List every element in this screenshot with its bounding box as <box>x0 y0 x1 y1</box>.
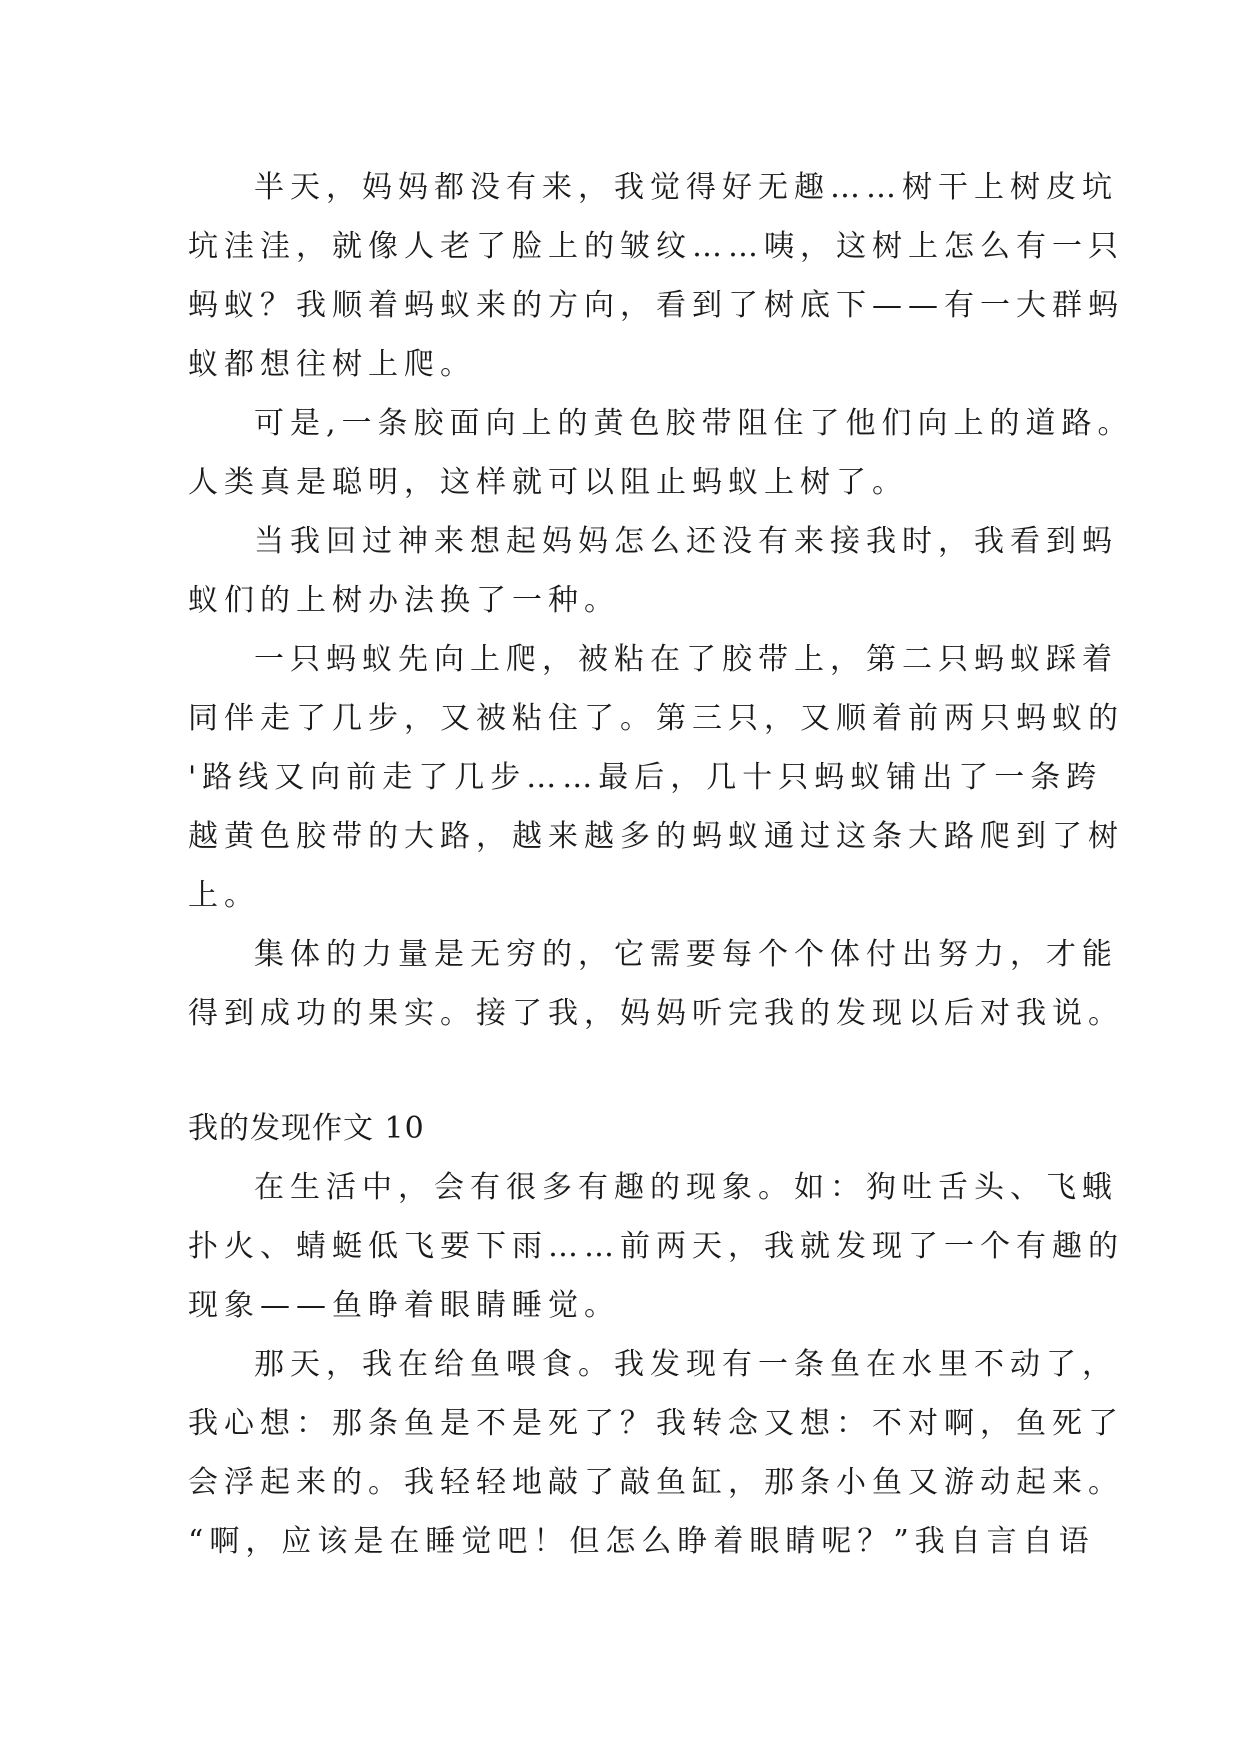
paragraph-7-line-2: 我心想：那条鱼是不是死了？我转念又想：不对啊，鱼死了 <box>188 1406 1124 1441</box>
essay-body <box>188 158 1134 1571</box>
paragraph-4-line-2: 同伴走了几步，又被粘住了。第三只，又顺着前两只蚂蚁的 <box>188 701 1124 736</box>
paragraph-1-line-3: 蚂蚁？我顺着蚂蚁来的方向，看到了树底下——有一大群蚂 <box>188 288 1124 323</box>
paragraph-4-line-1: 一只蚂蚁先向上爬，被粘在了胶带上，第二只蚂蚁踩着 <box>254 642 1118 677</box>
paragraph-2-line-2: 人类真是聪明，这样就可以阻止蚂蚁上树了。 <box>188 465 908 500</box>
paragraph-7-line-4: “啊，应该是在睡觉吧！但怎么睁着眼睛呢？”我自言自语 <box>188 1524 1095 1559</box>
paragraph-3-line-2: 蚁们的上树办法换了一种。 <box>188 583 620 618</box>
paragraph-4-line-4: 越黄色胶带的大路，越来越多的蚂蚁通过这条大路爬到了树 <box>188 819 1124 854</box>
section-gap <box>188 1043 1068 1099</box>
paragraph-1-line-4: 蚁都想往树上爬。 <box>188 347 476 382</box>
paragraph-4-line-3: '路线又向前走了几步……最后，几十只蚂蚁铺出了一条跨 <box>188 760 1103 795</box>
paragraph-6-line-1: 在生活中，会有很多有趣的现象。如：狗吐舌头、飞蛾 <box>254 1170 1118 1205</box>
paragraph-7-line-3: 会浮起来的。我轻轻地敲了敲鱼缸，那条小鱼又游动起来。 <box>188 1465 1124 1500</box>
paragraph-6-line-3: 现象——鱼睁着眼睛睡觉。 <box>188 1288 620 1323</box>
paragraph-5-line-1: 集体的力量是无穷的，它需要每个个体付出努力，才能 <box>254 937 1118 972</box>
paragraph-1-line-1: 半天，妈妈都没有来，我觉得好无趣……树干上树皮坑 <box>254 170 1118 205</box>
paragraph-1-line-2: 坑洼洼，就像人老了脸上的皱纹……咦，这树上怎么有一只 <box>188 229 1124 264</box>
section-heading: 我的发现作文 10 <box>188 1111 425 1146</box>
paragraph-4-line-5: 上。 <box>188 878 260 913</box>
paragraph-7-line-1: 那天，我在给鱼喂食。我发现有一条鱼在水里不动了， <box>254 1347 1118 1382</box>
paragraph-5-line-2: 得到成功的果实。接了我，妈妈听完我的发现以后对我说。 <box>188 996 1124 1031</box>
paragraph-3-line-1: 当我回过神来想起妈妈怎么还没有来接我时，我看到蚂 <box>254 524 1118 559</box>
paragraph-6-line-2: 扑火、蜻蜓低飞要下雨……前两天，我就发现了一个有趣的 <box>188 1229 1124 1264</box>
paragraph-2-line-1: 可是,一条胶面向上的黄色胶带阻住了他们向上的道路。 <box>254 406 1134 441</box>
